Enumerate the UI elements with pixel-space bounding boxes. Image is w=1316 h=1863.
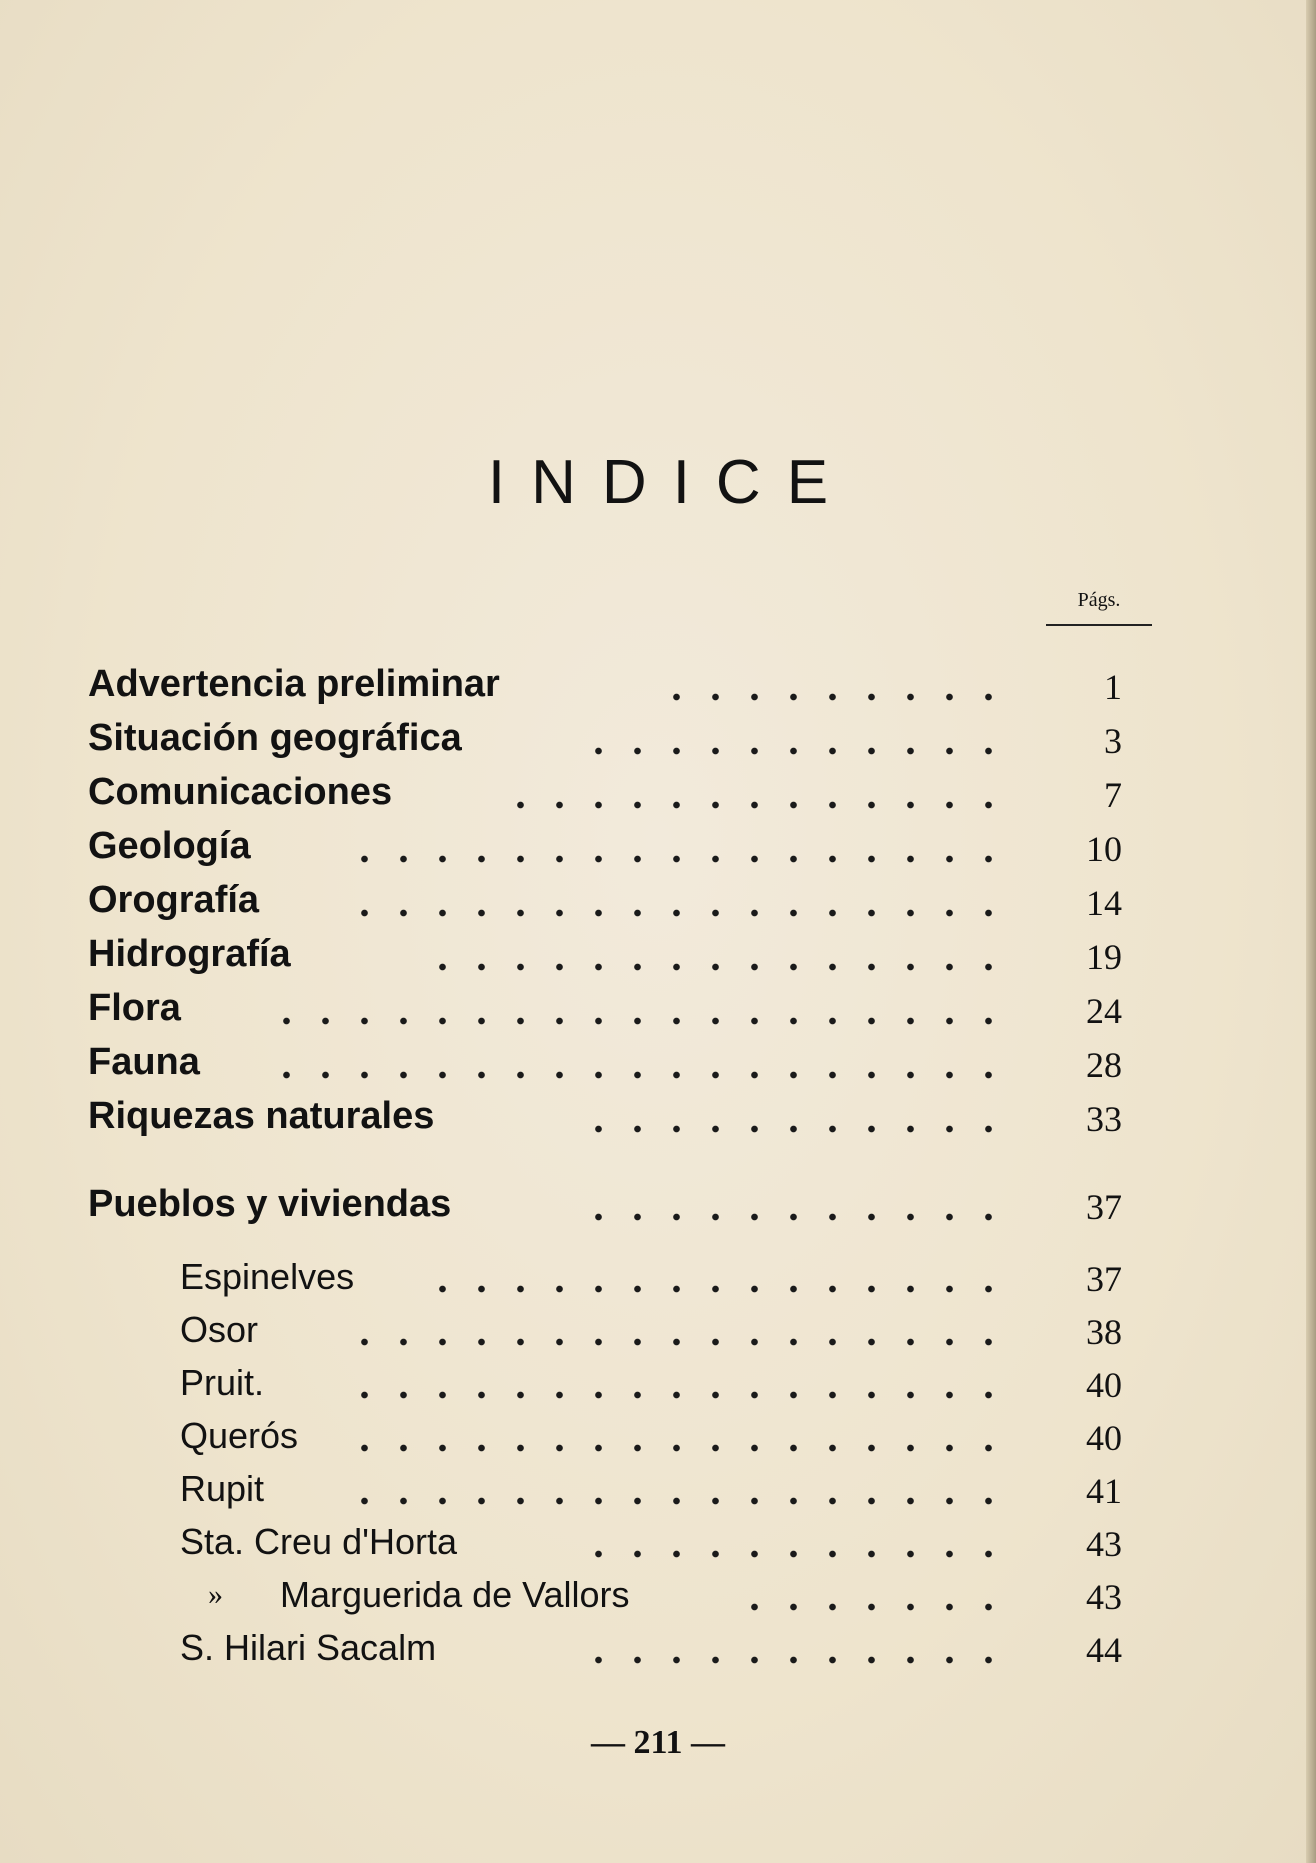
toc-subentry-page: 40: [1086, 1418, 1122, 1458]
dot-leader: [332, 1391, 1008, 1399]
toc-entry-page: 19: [1086, 937, 1122, 977]
toc-entry-title: Flora: [88, 987, 181, 1029]
toc-entry: [88, 932, 1122, 984]
toc-subentry: [88, 1413, 1122, 1465]
toc-entry: [88, 1094, 1122, 1146]
dot-leader: [566, 1213, 1008, 1221]
toc-entry: [88, 1182, 1122, 1234]
toc-entry-page: 1: [1104, 667, 1122, 707]
dot-leader: [332, 1338, 1008, 1346]
toc-entry-title: Comunicaciones: [88, 771, 393, 813]
toc-subentry-title: Querós: [180, 1415, 299, 1456]
toc-entry: [88, 716, 1122, 768]
toc-subentry: [88, 1254, 1122, 1306]
toc-entry-title: Riquezas naturales: [88, 1095, 435, 1137]
toc-entry-page: 37: [1086, 1187, 1122, 1227]
toc-entry-title: Advertencia preliminar: [88, 663, 500, 705]
dot-leader: [566, 747, 1008, 755]
dot-leader: [332, 855, 1008, 863]
toc-entry-title: Fauna: [88, 1041, 200, 1083]
toc-entry-page: 10: [1086, 829, 1122, 869]
dot-leader: [566, 1656, 1008, 1664]
dot-leader: [410, 963, 1008, 971]
toc-subentry-title: Sta. Creu d'Horta: [180, 1521, 457, 1562]
dot-leader: [254, 1017, 1008, 1025]
toc-entry-page: 24: [1086, 991, 1122, 1031]
toc-subentry-page: 40: [1086, 1365, 1122, 1405]
ditto-mark: »: [208, 1578, 223, 1611]
toc-subentry-page: 43: [1086, 1577, 1122, 1617]
toc-subentry: [88, 1625, 1122, 1677]
toc-subentry-title: Pruit.: [180, 1362, 265, 1403]
toc-subentry-page: 38: [1086, 1312, 1122, 1352]
page-edge-shadow: [1306, 0, 1316, 1863]
toc-subentry: [88, 1519, 1122, 1571]
dot-leader: [332, 1497, 1008, 1505]
toc-subentry-page: 41: [1086, 1471, 1122, 1511]
toc-entry: [88, 1040, 1122, 1092]
toc-subentry: [88, 1360, 1122, 1412]
dot-leader: [332, 909, 1008, 917]
toc-subentry: [88, 1307, 1122, 1359]
pages-column-header: Págs.: [1077, 589, 1121, 611]
toc-entry-page: 28: [1086, 1045, 1122, 1085]
toc-entry-title: Orografía: [88, 879, 260, 921]
toc-entry: [88, 662, 1122, 714]
toc-entry: [88, 770, 1122, 822]
toc-subentry-title: Marguerida de Vallors: [280, 1574, 630, 1615]
dot-leader: [332, 1444, 1008, 1452]
dot-leader: [722, 1603, 1008, 1611]
toc-subentry-title: Osor: [180, 1309, 259, 1350]
toc-subentry-title: S. Hilari Sacalm: [180, 1627, 437, 1668]
toc-subentry: [88, 1466, 1122, 1518]
toc-entry: [88, 824, 1122, 876]
toc-entry: [88, 878, 1122, 930]
dot-leader: [254, 1071, 1008, 1079]
header-underline: [1046, 624, 1152, 626]
page-title: INDICE: [487, 448, 855, 517]
dot-leader: [566, 1125, 1008, 1133]
page-number-footer: — 211 —: [590, 1724, 726, 1761]
dot-leader: [644, 693, 1008, 701]
toc-entry-title: Hidrografía: [88, 933, 291, 975]
dot-leader: [410, 1285, 1008, 1293]
toc-entry-page: 3: [1104, 721, 1122, 761]
toc-subentry-title: Espinelves: [180, 1256, 355, 1297]
toc-subentry-title: Rupit: [180, 1468, 265, 1509]
toc-entry-title: Pueblos y viviendas: [88, 1183, 452, 1225]
toc-entry-title: Geología: [88, 825, 251, 867]
toc-entry-page: 7: [1104, 775, 1122, 815]
toc-subentry-page: 37: [1086, 1259, 1122, 1299]
dot-leader: [488, 801, 1008, 809]
toc-entry-title: Situación geográfica: [88, 717, 462, 759]
toc-subentry: [88, 1572, 1122, 1624]
toc-entry-page: 14: [1086, 883, 1122, 923]
toc-entry: [88, 986, 1122, 1038]
toc-entry-page: 33: [1086, 1099, 1122, 1139]
dot-leader: [566, 1550, 1008, 1558]
toc-subentry-page: 43: [1086, 1524, 1122, 1564]
toc-subentry-page: 44: [1086, 1630, 1122, 1670]
